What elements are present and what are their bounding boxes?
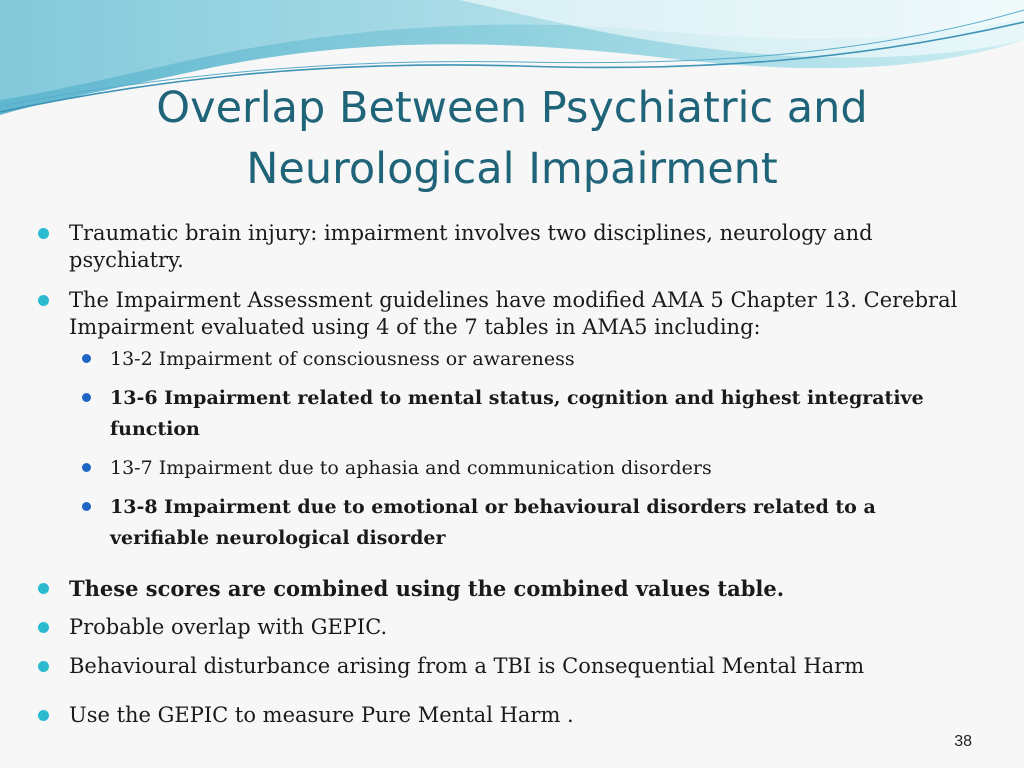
bullet-pure-harm bbox=[69, 702, 574, 729]
bullet-tbi bbox=[69, 220, 873, 274]
bullet-dot-icon bbox=[38, 710, 49, 721]
bullet-combined-values bbox=[69, 575, 784, 602]
sub-bullet-dot-icon bbox=[82, 502, 91, 511]
sub-bullet-text: 13-7 Impairment due to aphasia and communication disorders bbox=[110, 457, 712, 479]
sub-bullet-13-2 bbox=[110, 344, 575, 375]
bullet-dot-icon bbox=[38, 622, 49, 633]
sub-bullet-dot-icon bbox=[82, 463, 91, 472]
sub-bullet-dot-icon bbox=[82, 354, 91, 363]
sub-bullet-text-line-1: 13-6 Impairment related to mental status, cognition and highest integrative bbox=[110, 387, 924, 409]
bullet-gepic-overlap bbox=[69, 614, 387, 641]
sub-bullet-13-7 bbox=[110, 453, 712, 484]
page-number: 38 bbox=[954, 733, 972, 750]
bullet-dot-icon bbox=[38, 228, 49, 239]
bullet-text-line-2: Impairment evaluated using 4 of the 7 tables in AMA5 including: bbox=[69, 315, 761, 339]
bullet-text-line-2: psychiatry. bbox=[69, 248, 184, 272]
bullet-text: Behavioural disturbance arising from a TBI is Consequential Mental Harm bbox=[69, 654, 865, 678]
bullet-text-line-1: The Impairment Assessment guidelines have modified AMA 5 Chapter 13. Cerebral bbox=[69, 288, 958, 312]
sub-bullet-text-line-2: verifiable neurological disorder bbox=[110, 527, 446, 549]
sub-bullet-dot-icon bbox=[82, 393, 91, 402]
title-line-1: Overlap Between Psychiatric and bbox=[156, 83, 868, 133]
bullet-dot-icon bbox=[38, 295, 49, 306]
bullet-text: Use the GEPIC to measure Pure Mental Harm . bbox=[69, 703, 574, 727]
sub-bullet-text: 13-2 Impairment of consciousness or awareness bbox=[110, 348, 575, 370]
sub-bullet-text-line-1: 13-8 Impairment due to emotional or behavioural disorders related to a bbox=[110, 496, 876, 518]
bullet-guidelines bbox=[69, 287, 957, 341]
bullet-consequential-harm bbox=[69, 653, 864, 680]
sub-bullet-13-8 bbox=[110, 492, 876, 554]
bullet-dot-icon bbox=[38, 583, 49, 594]
title-line-2: Neurological Impairment bbox=[246, 144, 778, 194]
bullet-text: Probable overlap with GEPIC. bbox=[69, 615, 388, 639]
sub-bullet-13-6 bbox=[110, 383, 924, 445]
bullet-text-line-1: Traumatic brain injury: impairment involves two disciplines, neurology and bbox=[69, 221, 873, 245]
bullet-text: These scores are combined using the combined values table. bbox=[69, 576, 785, 601]
slide-title bbox=[0, 78, 1024, 200]
sub-bullet-text-line-2: function bbox=[110, 418, 200, 440]
bullet-dot-icon bbox=[38, 661, 49, 672]
